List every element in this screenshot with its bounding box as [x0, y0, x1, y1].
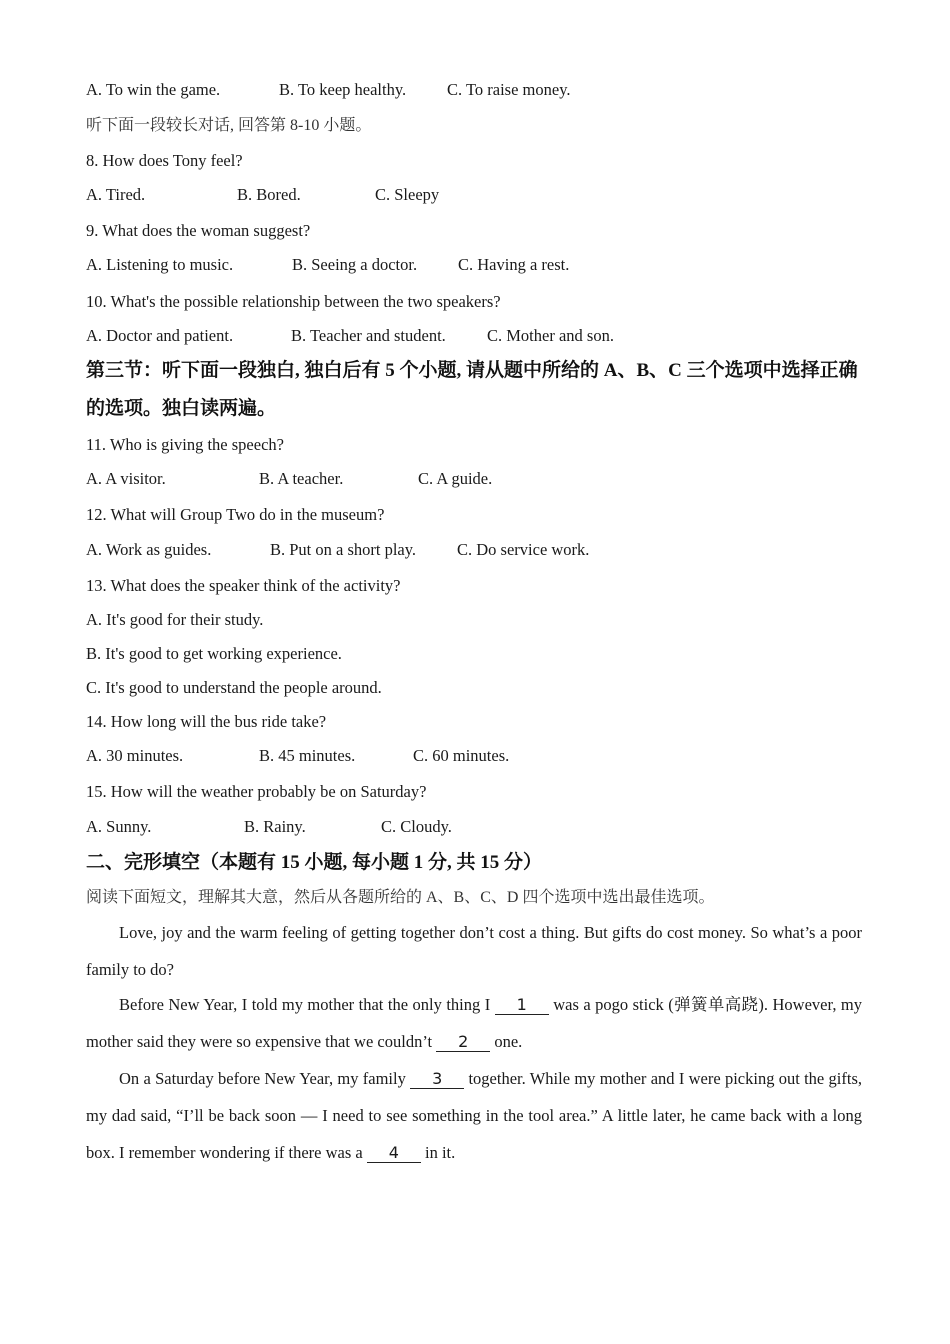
q7-option-a: A. To win the game. — [86, 80, 221, 99]
q14-option-a: A. 30 minutes. — [86, 746, 184, 765]
q13-option-a: A. It's good for their study. — [86, 610, 264, 629]
q11-stem: 11. Who is giving the speech? — [86, 435, 284, 454]
passage-p2-text-b: was a pogo stick (弹簧单高跷). However, my mother said they were so expensive that we couldn’t — [86, 995, 863, 1051]
q12-option-b: B. Put on a short play. — [270, 540, 417, 559]
q13-stem: 13. What does the speaker think of the activity? — [86, 576, 401, 595]
dialog-instruction: 听下面一段较长对话, 回答第 8-10 小题。 — [86, 117, 372, 134]
q15-option-c: C. Cloudy. — [381, 817, 452, 836]
passage-paragraph-3 — [86, 1060, 862, 1171]
q7-option-c: C. To raise money. — [447, 80, 571, 99]
part2-title: 二、完形填空（本题有 15 小题, 每小题 1 分, 共 15 分） — [86, 852, 543, 873]
q10-option-c: C. Mother and son. — [487, 326, 614, 345]
blank-1[interactable]: 1 — [495, 996, 549, 1015]
q8-option-c: C. Sleepy — [375, 185, 440, 204]
q7-option-b: B. To keep healthy. — [279, 80, 407, 99]
q9-option-b: B. Seeing a doctor. — [292, 255, 418, 274]
q9-stem: 9. What does the woman suggest? — [86, 221, 311, 240]
q10-option-a: A. Doctor and patient. — [86, 326, 234, 345]
q14-stem: 14. How long will the bus ride take? — [86, 712, 327, 731]
passage-p3-text-a: On a Saturday before New Year, my family — [119, 1069, 406, 1088]
q14-option-b: B. 45 minutes. — [259, 746, 356, 765]
q13-option-c: C. It's good to understand the people around. — [86, 678, 382, 697]
q12-stem: 12. What will Group Two do in the museum? — [86, 505, 385, 524]
q11-option-b: B. A teacher. — [259, 469, 344, 488]
q10-stem: 10. What's the possible relationship between the two speakers? — [86, 292, 501, 311]
blank-2[interactable]: 2 — [436, 1033, 490, 1052]
q13-option-b: B. It's good to get working experience. — [86, 644, 342, 663]
q8-stem: 8. How does Tony feel? — [86, 151, 243, 170]
q9-option-a: A. Listening to music. — [86, 255, 234, 274]
q12-option-c: C. Do service work. — [457, 540, 590, 559]
passage-p2-text-c: one. — [494, 1032, 523, 1051]
passage-paragraph-1 — [86, 914, 862, 988]
section3-heading-line1: 第三节：听下面一段独白, 独白后有 5 个小题, 请从题中所给的 A、B、C 三个选项中选择正确 — [86, 360, 858, 381]
q8-option-a: A. Tired. — [86, 185, 146, 204]
passage-p3-text-b: together. While my mother and I were picking out the gifts, my dad said, “I’ll be back soon — I need to see something in the tool area.” A little later, he came back with a long box. I remember wondering if there was a — [86, 1069, 863, 1162]
q14-option-c: C. 60 minutes. — [413, 746, 510, 765]
q9-option-c: C. Having a rest. — [458, 255, 570, 274]
blank-3[interactable]: 3 — [410, 1070, 464, 1089]
q15-stem: 15. How will the weather probably be on Saturday? — [86, 782, 427, 801]
blank-4[interactable]: 4 — [367, 1144, 421, 1163]
q11-option-a: A. A visitor. — [86, 469, 166, 488]
passage-p2-text-a: Before New Year, I told my mother that the only thing I — [119, 995, 491, 1014]
q15-option-a: A. Sunny. — [86, 817, 152, 836]
q10-option-b: B. Teacher and student. — [291, 326, 446, 345]
part2-instruction: 阅读下面短文，理解其大意，然后从各题所给的 A、B、C、D 四个选项中选出最佳选项。 — [86, 889, 715, 906]
passage-paragraph-2 — [86, 986, 862, 1060]
passage-p1-text: Love, joy and the warm feeling of getting together don’t cost a thing. But gifts do cost money. So what’s a poor family to do? — [86, 923, 862, 979]
q15-option-b: B. Rainy. — [244, 817, 306, 836]
q11-option-c: C. A guide. — [418, 469, 493, 488]
passage-p3-text-c: in it. — [424, 1143, 456, 1162]
q8-option-b: B. Bored. — [237, 185, 301, 204]
section3-heading-line2: 的选项。独白读两遍。 — [86, 398, 277, 419]
q12-option-a: A. Work as guides. — [86, 540, 212, 559]
